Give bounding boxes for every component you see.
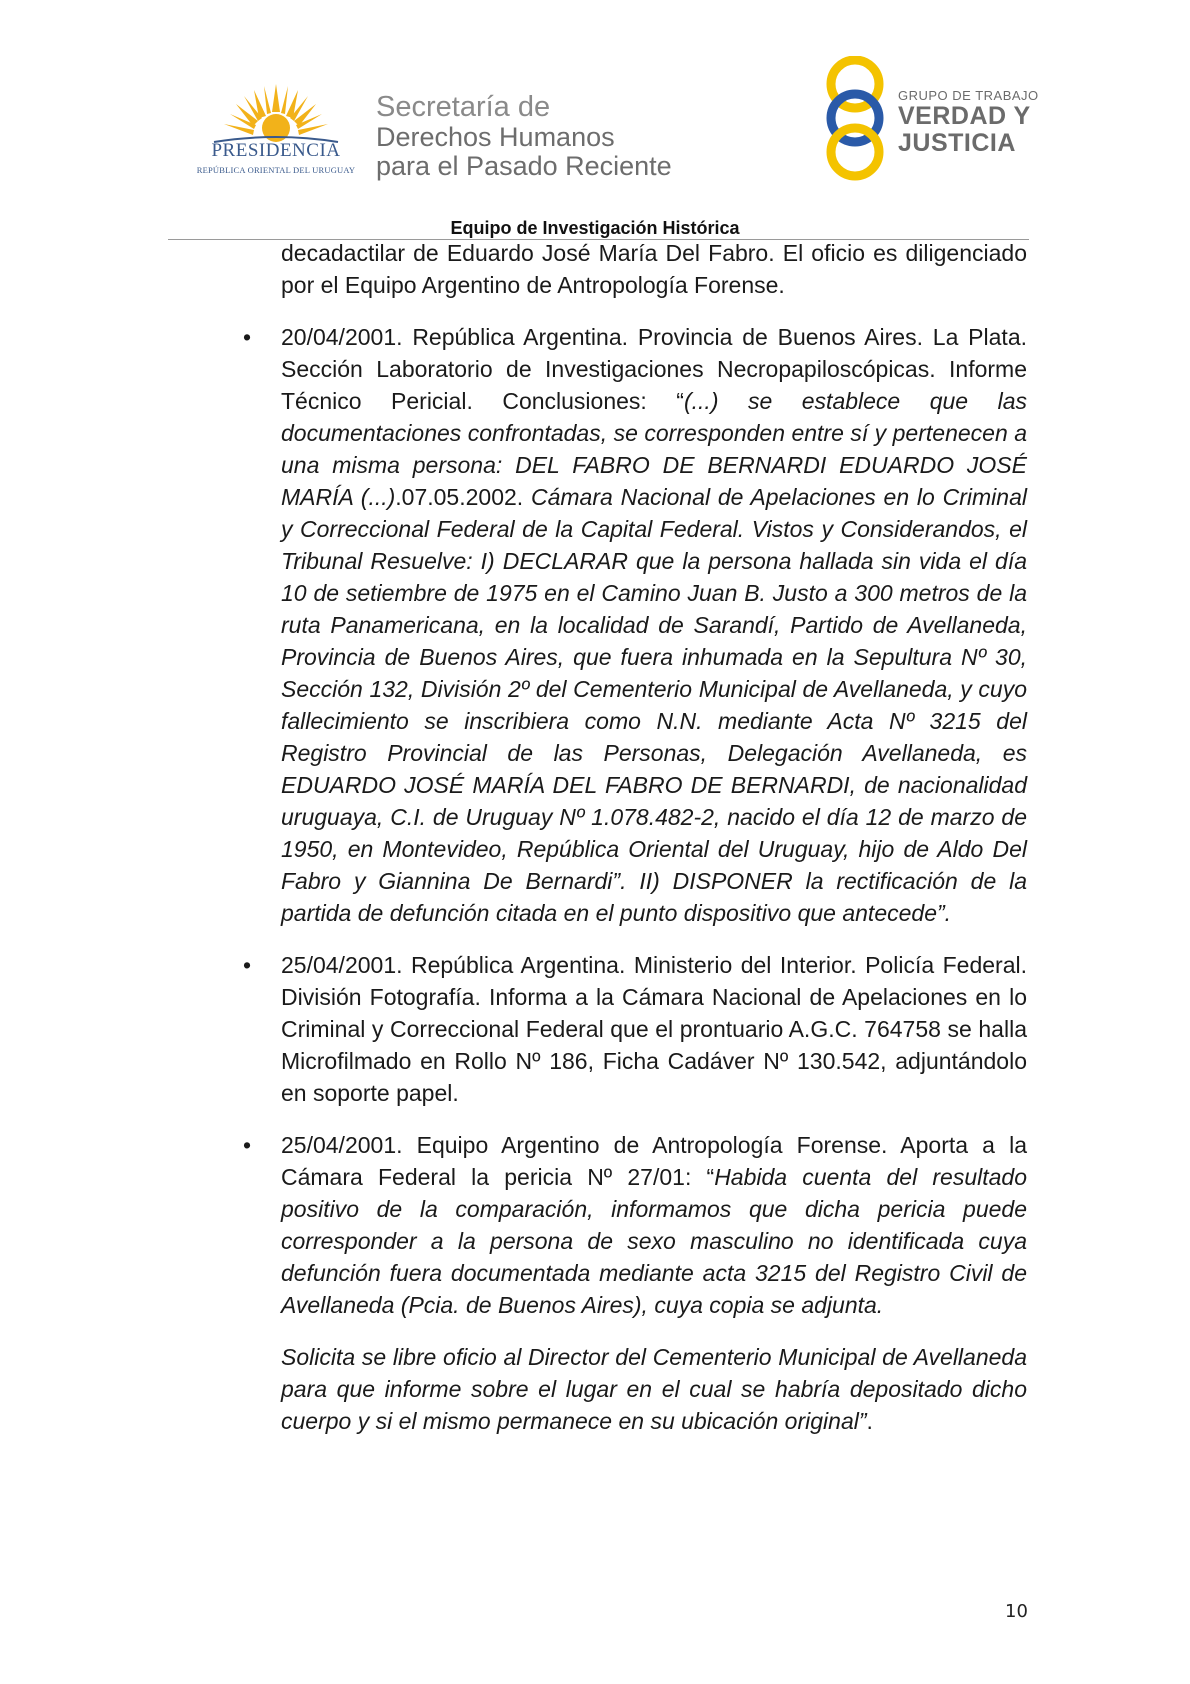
presidencia-logo — [196, 76, 356, 176]
secretaria-title — [376, 92, 672, 181]
list-item-text — [243, 321, 1027, 929]
secretaria-line-3: para el Pasado Reciente — [376, 151, 672, 181]
grupo-line-3: JUSTICIA — [898, 129, 1016, 157]
item3-text-a: 25/04/2001. Equipo Argentino de Antropología Forense. Aporta a la Cámara Federal la pericia Nº 27/01: “ — [281, 1132, 1027, 1190]
bullet-marker: • — [243, 1132, 252, 1158]
interlocked-rings-icon — [820, 56, 890, 181]
bullet-marker: • — [243, 952, 252, 978]
grupo-trabajo-logo — [898, 88, 1039, 157]
team-heading: Equipo de Investigación Histórica — [450, 218, 740, 238]
item3-text-d: . — [866, 1408, 873, 1434]
page-number: 10 — [1005, 1601, 1028, 1622]
list-item-text — [243, 1129, 1027, 1321]
presidencia-word: PRESIDENCIA — [211, 140, 341, 161]
grupo-line-1: GRUPO DE TRABAJO — [898, 88, 1039, 103]
item3-text-b: Habida cuenta del resultado positivo de la comparación, informamos que dicha pericia puede corresponder a la persona de sexo masculino no identificada cuya defunción fuera documentada mediante acta 3215 del Registro Civil de Avellaneda (Pcia. de Buenos Aires), cuya copia se adjunta. — [281, 1164, 1027, 1318]
intro-paragraph: decadactilar de Eduardo José María Del Fabro. El oficio es diligenciado por el Equipo Argentino de Antropología Forense. — [281, 240, 1027, 298]
secretaria-line-2: Derechos Humanos — [376, 122, 615, 152]
secretaria-line-1: Secretaría de — [376, 91, 551, 123]
list-item-text: 25/04/2001. República Argentina. Ministerio del Interior. Policía Federal. División Fotografía. Informa a la Cámara Nacional de Apelaciones en lo Criminal y Correccional Federal que el prontuario A.G.C. 764758 se halla Microfilmado en Rollo Nº 186, Ficha Cadáver Nº 130.542, adjuntándolo en soporte papel. — [281, 952, 1027, 1106]
item1-text-a: 20/04/2001. República Argentina. Provincia de Buenos Aires. La Plata. Sección Laboratorio de Investigaciones Necropapiloscópicas. Informe Técnico Pericial. Conclusiones: “ — [281, 324, 1027, 414]
list-item — [243, 1129, 1027, 1437]
document-body — [243, 237, 1027, 1437]
item1-text-b: (...) se establece que las documentaciones confrontadas, se corresponden entre sí y pertenecen a una misma persona: DEL FABRO DE BERNARDI EDUARDO JOSÉ MARÍA (...) — [281, 388, 1028, 510]
item3-text-c: Solicita se libre oficio al Director del Cementerio Municipal de Avellaneda para que informe sobre el lugar en el cual se habría depositado dicho cuerpo y si el mismo permanece en su ubicación original” — [281, 1344, 1027, 1434]
bullet-marker: • — [243, 324, 252, 350]
item1-text-c: .07.05.2002. — [395, 484, 531, 510]
list-item — [243, 321, 1027, 929]
presidencia-subtitle: REPÚBLICA ORIENTAL DEL URUGUAY — [196, 165, 356, 175]
grupo-line-2: VERDAD Y — [898, 102, 1031, 130]
list-item-continuation — [243, 1341, 1027, 1437]
item1-text-d: Cámara Nacional de Apelaciones en lo Criminal y Correccional Federal de la Capital Federal. Vistos y Considerandos, el Tribunal Resuelve: I) DECLARAR que la persona hallada sin vida el día 10 de setiembre de 1975 en el Camino Juan B. Justo a 300 metros de la ruta Panamericana, en la localidad de Sarandí, Partido de Avellaneda, Provincia de Buenos Aires, que fuera inhumada en la Sepultura Nº 30, Sección 132, División 2º del Cementerio Municipal de Avellaneda, y cuyo fallecimiento se inscribiera como N.N. mediante Acta Nº 3215 del Registro Provincial de las Personas, Delegación Avellaneda, es EDUARDO JOSÉ MARÍA DEL FABRO DE BERNARDI, de nacionalidad uruguaya, C.I. de Uruguay Nº 1.078.482-2, nacido el día 12 de marzo de 1950, en Montevideo, República Oriental del Uruguay, hijo de Aldo Del Fabro y Giannina De Bernardi”. II) DISPONER la rectificación de la partida de defunción citada en el punto dispositivo que antecede”. — [281, 484, 1027, 926]
list-item — [243, 949, 1027, 1109]
